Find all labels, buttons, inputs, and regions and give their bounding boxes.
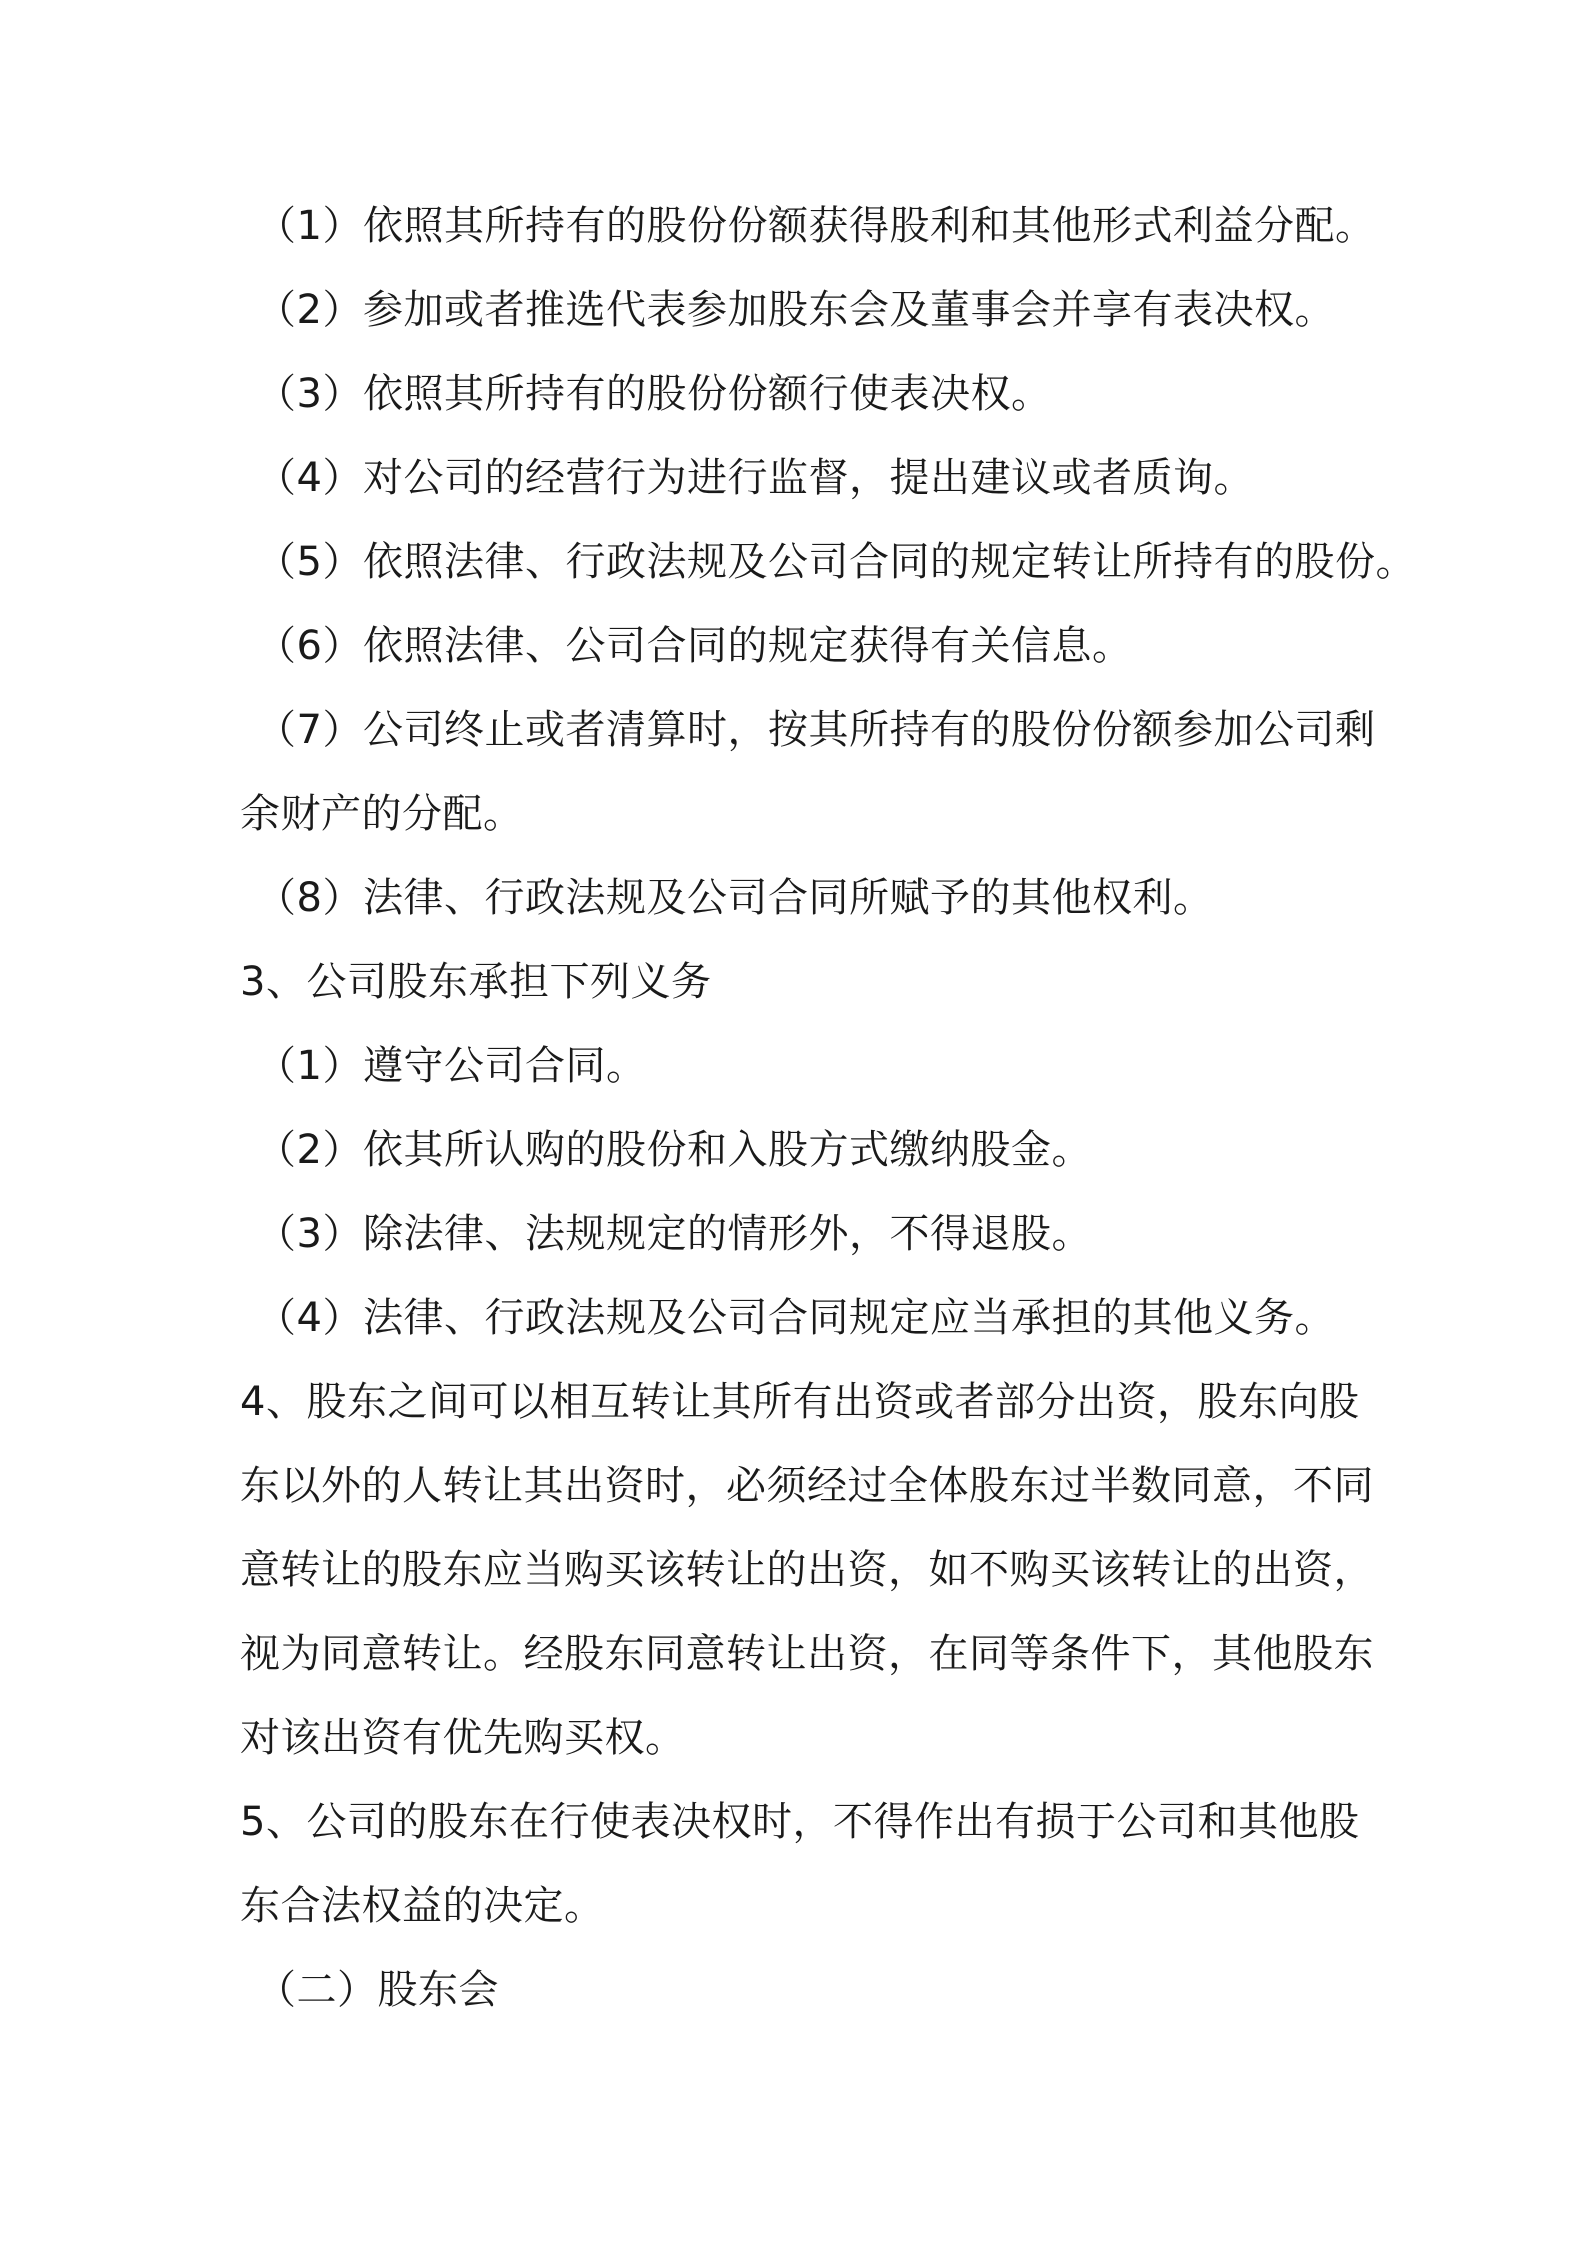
text-line: 4、股东之间可以相互转让其所有出资或者部分出资，股东向股: [240, 1379, 1360, 1425]
text-line: 余财产的分配。: [240, 791, 524, 837]
text-line: （4）法律、行政法规及公司合同规定应当承担的其他义务。: [256, 1295, 1335, 1341]
section-heading: 3、公司股东承担下列义务: [240, 959, 712, 1005]
text-line: （1）遵守公司合同。: [256, 1043, 647, 1089]
text-line: （2）依其所认购的股份和入股方式缴纳股金。: [256, 1127, 1092, 1173]
text-line: 视为同意转让。经股东同意转让出资，在同等条件下，其他股东: [240, 1631, 1374, 1677]
text-line: （3）除法律、法规规定的情形外，不得退股。: [256, 1211, 1092, 1257]
text-line: （2）参加或者推选代表参加股东会及董事会并享有表决权。: [256, 287, 1335, 333]
text-line: 意转让的股东应当购买该转让的出资，如不购买该转让的出资，: [240, 1547, 1374, 1593]
text-line: （1）依照其所持有的股份份额获得股利和其他形式利益分配。: [256, 203, 1376, 249]
text-line: （7）公司终止或者清算时，按其所持有的股份份额参加公司剩: [256, 707, 1376, 753]
text-line: 5、公司的股东在行使表决权时，不得作出有损于公司和其他股: [240, 1799, 1360, 1845]
text-line: （5）依照法律、行政法规及公司合同的规定转让所持有的股份。: [256, 539, 1416, 585]
text-line: （8）法律、行政法规及公司合同所赋予的其他权利。: [256, 875, 1214, 921]
text-line: 东合法权益的决定。: [240, 1883, 605, 1929]
text-line: 东以外的人转让其出资时，必须经过全体股东过半数同意，不同: [240, 1463, 1374, 1509]
text-line: （4）对公司的经营行为进行监督，提出建议或者质询。: [256, 455, 1254, 501]
text-line: （3）依照其所持有的股份份额行使表决权。: [256, 371, 1052, 417]
text-line: 对该出资有优先购买权。: [240, 1715, 686, 1761]
section-heading: （二）股东会: [256, 1967, 499, 2013]
text-line: （6）依照法律、公司合同的规定获得有关信息。: [256, 623, 1133, 669]
